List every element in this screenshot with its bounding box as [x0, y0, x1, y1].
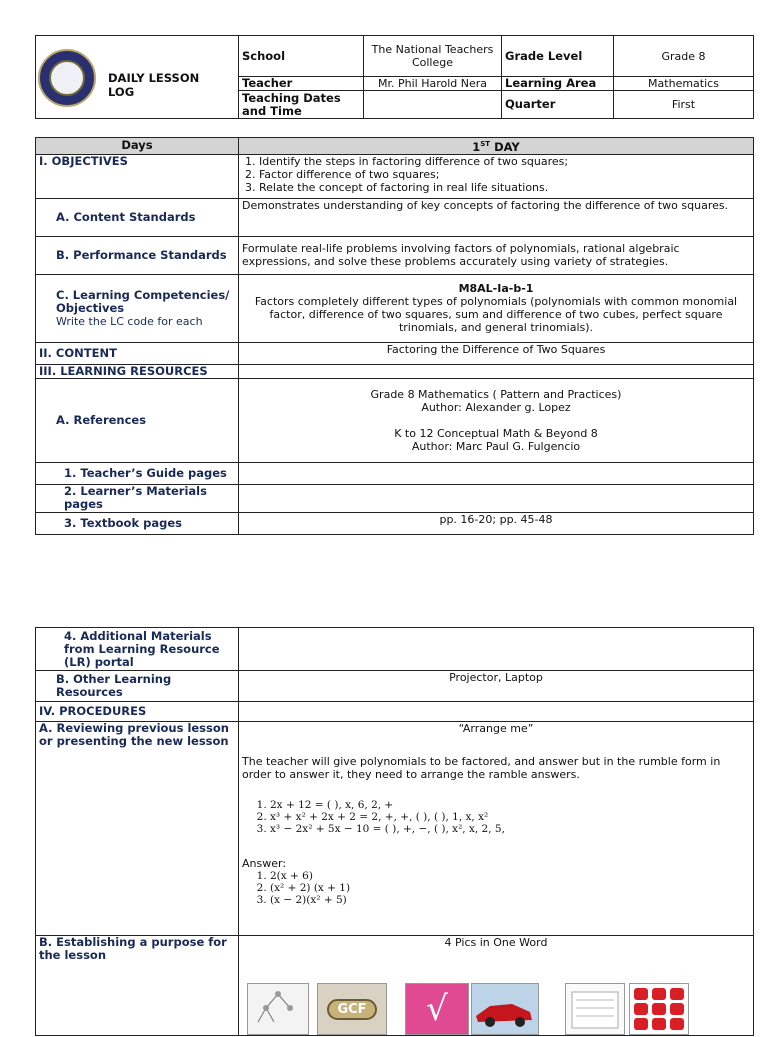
learning-area-value: Mathematics [614, 77, 754, 91]
purpose-label: B. Establishing a purpose for the lesson [36, 936, 239, 1036]
grade-level-value: Grade 8 [614, 36, 754, 77]
textbook-pages-value: pp. 16-20; pp. 45-48 [239, 512, 754, 534]
worksheet-image [565, 983, 625, 1035]
learning-competencies-note: Write the LC code for each [56, 314, 203, 328]
lesson-table [35, 137, 754, 535]
performance-standards-value: Formulate real-life problems involving factors of polynomials, rational algebraic expressions, and solve these problems accurately using variety of strategies. [239, 236, 754, 274]
textbook-pages-label: 3. Textbook pages [36, 512, 239, 534]
content-standards-value: Demonstrates understanding of key concepts of factoring the difference of two squares. [239, 198, 754, 236]
grade-level-label: Grade Level [502, 36, 614, 77]
activity-title: “Arrange me” [458, 722, 534, 735]
lc-code: M8AL-Ia-b-1 [458, 282, 534, 296]
day-header: 1ST DAY [239, 138, 754, 155]
learning-area-label: Learning Area [502, 77, 614, 91]
additional-materials-value [239, 628, 754, 671]
learning-competencies-cell [36, 274, 239, 342]
document-title: DAILY LESSON LOG [108, 71, 200, 99]
list-item: 1. 2x + 12 = ( ), x, 6, 2, + [270, 799, 750, 811]
dice-grid-image [629, 983, 689, 1035]
header-logo-cell [36, 36, 239, 119]
teaching-dates-label: Teaching Dates and Time [239, 91, 364, 119]
teacher-value: Mr. Phil Harold Nera [364, 77, 502, 91]
references-label: A. References [36, 378, 239, 462]
list-item: 1. 2(x + 6) [270, 870, 750, 882]
gcf-badge-image: GCF [317, 983, 387, 1035]
quarter-label: Quarter [502, 91, 614, 119]
reviewing-lesson-label: A. Reviewing previous lesson or presenting the new lesson [36, 722, 239, 936]
list-item: 3. (x − 2)(x² + 5) [270, 894, 750, 906]
days-header: Days [36, 138, 239, 155]
list-item: 2. x³ + x² + 2x + 2 = 2, +, +, ( ), ( ), 1, x, x² [270, 811, 750, 823]
performance-standards-label: B. Performance Standards [36, 236, 239, 274]
lc-description: Factors completely different types of polynomials (polynomials with common monomial factor, difference of two squares, sum and difference of two cubes, perfect square trinomials, and general trinomials). [254, 295, 738, 335]
lesson-table-continued [35, 627, 754, 1036]
other-resources-label: B. Other Learning Resources [36, 671, 239, 702]
teachers-guide-value [239, 462, 754, 484]
factor-tree-image [247, 983, 309, 1035]
learners-materials-label: 2. Learner’s Materials pages [36, 484, 239, 512]
objectives-label: I. OBJECTIVES [36, 154, 239, 198]
answer-list [242, 870, 750, 906]
header-table [35, 35, 754, 119]
list-item: 3. x³ − 2x² + 5x − 10 = ( ), +, −, ( ), x², x, 2, 5, [270, 823, 750, 835]
content-label: II. CONTENT [36, 342, 239, 364]
square-root-image: √ [405, 983, 469, 1035]
quarter-value: First [614, 91, 754, 119]
teachers-guide-label: 1. Teacher’s Guide pages [36, 462, 239, 484]
learning-resources-label: III. LEARNING RESOURCES [36, 364, 239, 378]
list-item: 2. (x² + 2) (x + 1) [270, 882, 750, 894]
reviewing-lesson-value [239, 722, 754, 936]
procedures-label: IV. PROCEDURES [36, 702, 239, 722]
activity-items [242, 799, 750, 835]
additional-materials-label: 4. Additional Materials from Learning Resource (LR) portal [36, 628, 239, 671]
learners-materials-value [239, 484, 754, 512]
purpose-title: 4 Pics in One Word [444, 936, 548, 949]
content-value: Factoring the Difference of Two Squares [239, 342, 754, 364]
school-value: The National Teachers College [364, 36, 502, 77]
race-car-image [471, 983, 539, 1035]
content-standards-label: A. Content Standards [36, 198, 239, 236]
school-label: School [239, 36, 364, 77]
objectives-list: 1. Identify the steps in factoring difference of two squares; 2. Factor difference of two squares; 3. Relate the concept of factoring in real life situations. [239, 154, 754, 198]
teacher-label: Teacher [239, 77, 364, 91]
activity-instructions: The teacher will give polynomials to be factored, and answer but in the rumble form in order to answer it, they need to arrange the ramble answers. [242, 755, 721, 781]
references-value: Grade 8 Mathematics ( Pattern and Practices) Author: Alexander g. Lopez K to 12 Conceptual Math & Beyond 8 Author: Marc Paul G. Fulgencio [239, 378, 754, 462]
purpose-value [239, 936, 754, 1036]
teaching-dates-value [364, 91, 502, 119]
school-seal-logo [38, 49, 96, 107]
learning-competencies-value [239, 274, 754, 342]
learning-competencies-label: C. Learning Competencies/ Objectives [56, 287, 230, 315]
answer-label: Answer: [242, 857, 287, 870]
other-resources-value: Projector, Laptop [239, 671, 754, 702]
